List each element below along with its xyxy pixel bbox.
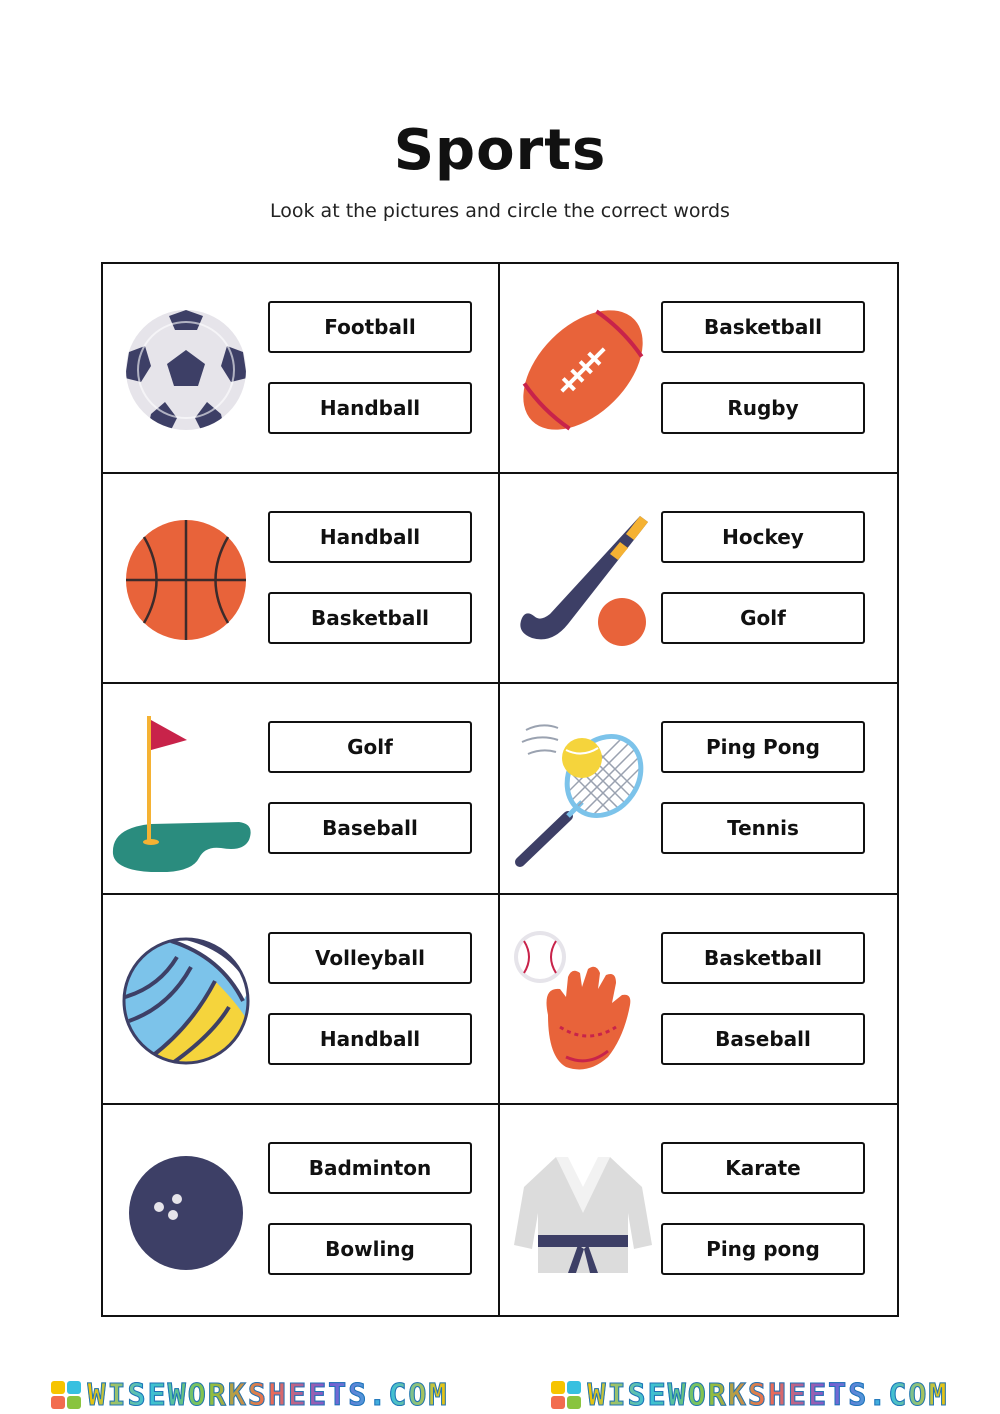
option-button[interactable]: Badminton xyxy=(268,1142,472,1194)
rugby-ball-icon xyxy=(508,286,658,452)
exercise-item xyxy=(500,895,897,1105)
option-button[interactable]: Volleyball xyxy=(268,932,472,984)
watermark xyxy=(551,1378,948,1413)
option-button[interactable]: Baseball xyxy=(661,1013,865,1065)
option-button[interactable]: Golf xyxy=(268,721,472,773)
exercise-item xyxy=(500,474,897,684)
option-button[interactable]: Ping Pong xyxy=(661,721,865,773)
soccer-ball-icon xyxy=(111,286,261,452)
option-button[interactable]: Rugby xyxy=(661,382,865,434)
option-button[interactable]: Baseball xyxy=(268,802,472,854)
wiseworksheets-logo-icon xyxy=(551,1381,581,1409)
basketball-icon xyxy=(111,496,261,662)
option-button[interactable]: Basketball xyxy=(268,592,472,644)
exercise-item xyxy=(103,474,500,684)
footer-watermark xyxy=(0,1376,1000,1414)
karate-gi-icon xyxy=(508,1127,658,1293)
option-button[interactable]: Tennis xyxy=(661,802,865,854)
option-button[interactable]: Karate xyxy=(661,1142,865,1194)
option-button[interactable]: Hockey xyxy=(661,511,865,563)
option-button[interactable]: Ping pong xyxy=(661,1223,865,1275)
option-button[interactable]: Golf xyxy=(661,592,865,644)
option-button[interactable]: Handball xyxy=(268,382,472,434)
page-title: Sports xyxy=(393,118,607,183)
exercise-item xyxy=(103,1105,500,1315)
exercise-item xyxy=(500,684,897,894)
watermark-text: WISEWORKSHEETS.COM xyxy=(87,1377,449,1413)
option-button[interactable]: Football xyxy=(268,301,472,353)
exercise-item xyxy=(103,895,500,1105)
exercise-item xyxy=(103,684,500,894)
baseball-glove-icon xyxy=(508,917,658,1083)
exercise-item xyxy=(103,264,500,474)
exercise-item xyxy=(500,264,897,474)
volleyball-icon xyxy=(111,917,261,1083)
watermark-text: WISEWORKSHEETS.COM xyxy=(587,1377,949,1413)
exercise-grid xyxy=(101,262,899,1317)
watermark xyxy=(51,1378,448,1413)
wiseworksheets-logo-icon xyxy=(51,1381,81,1409)
tennis-racket-icon xyxy=(508,706,658,872)
option-button[interactable]: Handball xyxy=(268,1013,472,1065)
option-button[interactable]: Handball xyxy=(268,511,472,563)
option-button[interactable]: Basketball xyxy=(661,932,865,984)
hockey-stick-icon xyxy=(508,496,658,662)
option-button[interactable]: Basketball xyxy=(661,301,865,353)
bowling-ball-icon xyxy=(111,1127,261,1293)
exercise-item xyxy=(500,1105,897,1315)
instructions: Look at the pictures and circle the correct words xyxy=(270,200,730,222)
option-button[interactable]: Bowling xyxy=(268,1223,472,1275)
golf-flag-icon xyxy=(111,706,261,872)
